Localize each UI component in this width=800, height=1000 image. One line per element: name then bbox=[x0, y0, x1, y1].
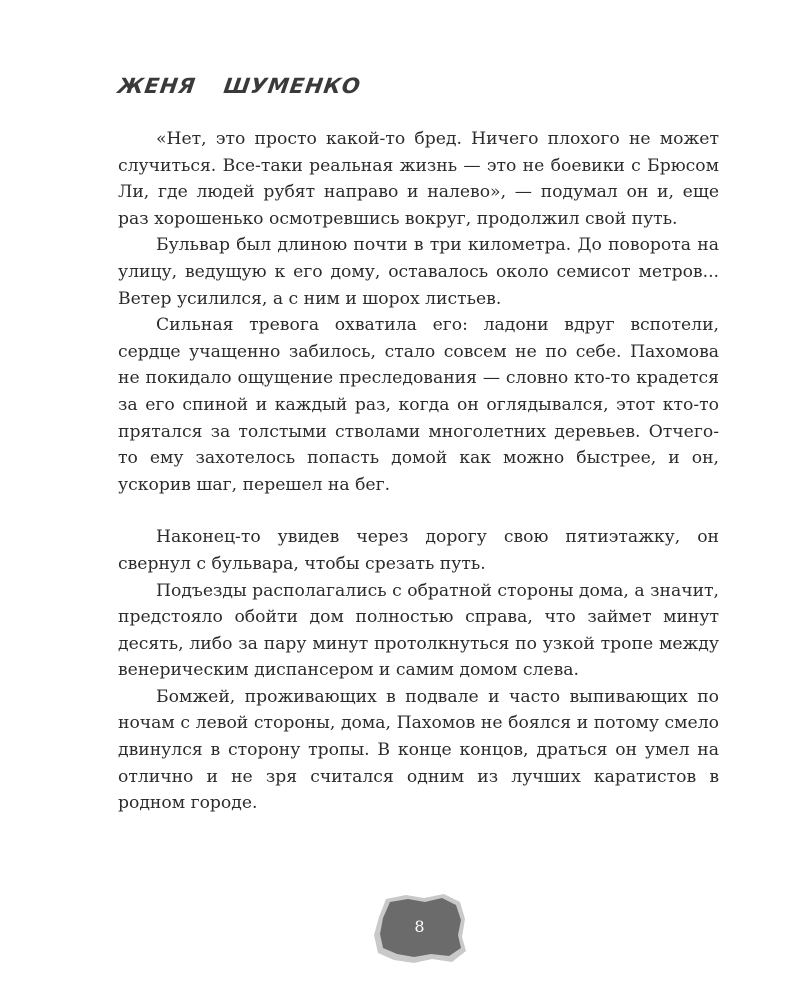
paragraph: Сильная тревога охватила его: ладони вдруг вспотели, сердце учащенно забилось, стало совсем не по себе. Пахомова не покидало ощущение преследования — словно кто-то крадется за его спиной и каждый раз, когда он оглядывался, этот кто-то прятался за толстыми стволами многолетних деревьев. Отчего-то ему захотелось попасть домой как можно быстрее, и он, ускорив шаг, перешел на бег. bbox=[118, 315, 719, 495]
section-break bbox=[118, 498, 719, 524]
paragraph: Наконец-то увидев через дорогу свою пятиэтажку, он свернул с бульвара, чтобы срезать путь. bbox=[118, 527, 719, 574]
author-last-name: ШУМЕНКО bbox=[222, 74, 363, 98]
page-number-badge bbox=[372, 893, 467, 965]
paragraph: «Нет, это просто какой-то бред. Ничего плохого не может случиться. Все-таки реальная жизнь — это не боевики с Брюсом Ли, где людей рубят направо и налево», — подумал он и, еще раз хорошенько осмотревшись вокруг, продолжил свой путь. bbox=[118, 129, 719, 229]
paragraph: Бульвар был длиною почти в три километра. До поворота на улицу, ведущую к его дому, оставалось около семисот метров... Ветер усилился, а с ним и шорох листьев. bbox=[118, 235, 719, 309]
running-header bbox=[116, 74, 362, 98]
paragraph: Бомжей, проживающих в подвале и часто выпивающих по ночам с левой стороны, дома, Пахомов не боялся и потому смело двинулся в сторону тропы. В конце концов, драться он умел на отлично и не зря считался одним из лучших каратистов в родном городе. bbox=[118, 686, 719, 814]
page-number: 8 bbox=[414, 916, 425, 936]
author-first-name: ЖЕНЯ bbox=[116, 74, 198, 98]
page-body bbox=[118, 126, 719, 817]
paragraph: Подъезды располагались с обратной стороны дома, а значит, предстояло обойти дом полностью справа, что займет минут десять, либо за пару минут протолкнуться по узкой тропе между венерическим диспансером и самим домом слева. bbox=[118, 580, 719, 681]
